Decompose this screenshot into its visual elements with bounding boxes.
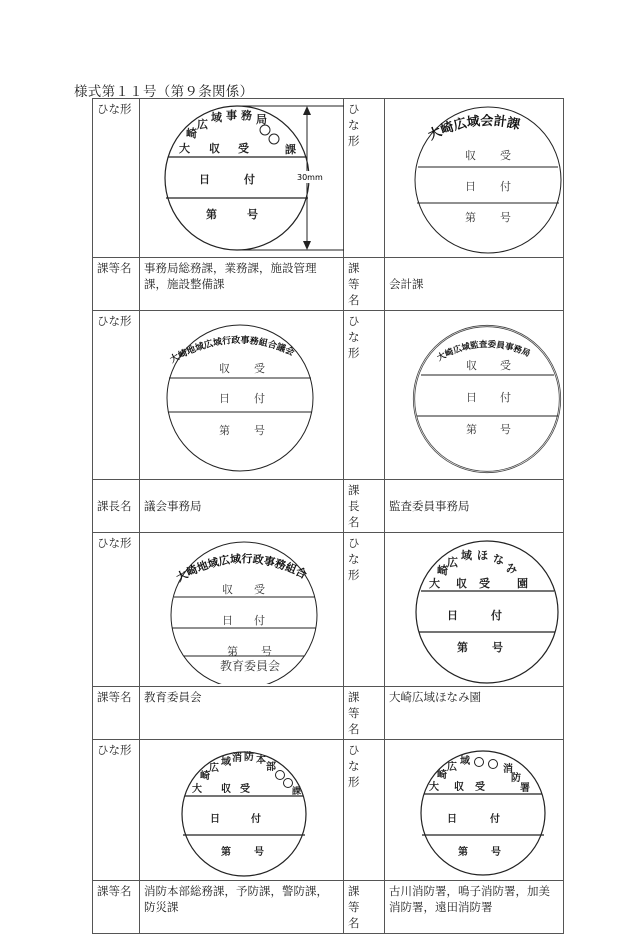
svg-text:受: 受 — [240, 784, 250, 795]
svg-text:受: 受 — [500, 359, 511, 372]
stamp-cell-gikai — [140, 311, 344, 480]
svg-text:収: 収 — [466, 359, 477, 372]
svg-text:付: 付 — [500, 180, 511, 193]
svg-text:日: 日 — [222, 614, 233, 627]
svg-text:大: 大 — [192, 784, 202, 795]
name-value: 消防本部総務課，予防課，警防課，防災課 — [140, 881, 344, 934]
svg-text:大: 大 — [179, 142, 190, 155]
svg-text:崎: 崎 — [186, 127, 197, 140]
svg-text:大崎地域広域行政事務組合議会: 大崎地域広域行政事務組合議会 — [168, 335, 296, 366]
stamp-kyoiku-image — [144, 535, 347, 684]
svg-text:第: 第 — [227, 645, 238, 658]
svg-text:務: 務 — [241, 109, 252, 122]
stamp-shobosho-image — [389, 742, 570, 878]
hinagata-label-right: ひ な 形 — [344, 740, 385, 881]
svg-text:課: 課 — [292, 787, 302, 797]
svg-text:本: 本 — [256, 755, 266, 766]
name-value-right: 古川消防署，鳴子消防署，加美消防署，遠田消防署 — [385, 881, 564, 934]
stamp-cell-kyoiku — [140, 533, 344, 687]
svg-text:号: 号 — [500, 211, 511, 224]
svg-text:日: 日 — [219, 392, 230, 405]
svg-text:受: 受 — [475, 782, 485, 793]
stamp-jimukyoku-image — [144, 101, 347, 255]
hinagata-label-right: ひ な 形 — [344, 99, 385, 258]
svg-text:日: 日 — [199, 173, 210, 186]
svg-text:付: 付 — [254, 614, 265, 627]
name-label: 課長名 — [93, 480, 140, 533]
svg-text:域: 域 — [460, 756, 470, 767]
name-label-right: 課 等 名 — [344, 881, 385, 934]
svg-text:課: 課 — [285, 143, 296, 156]
svg-text:付: 付 — [490, 814, 500, 825]
name-value: 議会事務局 — [140, 480, 344, 533]
hinagata-label: ひな形 — [93, 99, 140, 258]
svg-text:受: 受 — [500, 149, 511, 162]
svg-text:日: 日 — [465, 180, 476, 193]
name-value: 教育委員会 — [140, 687, 344, 740]
svg-text:号: 号 — [492, 641, 503, 654]
svg-text:号: 号 — [247, 208, 258, 221]
svg-text:み: み — [506, 562, 517, 575]
svg-text:収: 収 — [221, 784, 231, 795]
stamp-cell-shobo-honbu — [140, 740, 344, 881]
svg-text:号: 号 — [254, 424, 265, 437]
svg-text:第: 第 — [466, 423, 477, 436]
svg-text:署: 署 — [520, 783, 530, 794]
svg-text:第: 第 — [457, 641, 468, 654]
hinagata-label: ひな形 — [93, 533, 140, 687]
svg-text:号: 号 — [254, 847, 264, 858]
name-label-right: 課 等 名 — [344, 687, 385, 740]
stamp-kansa-image — [389, 313, 570, 477]
stamp-cell-kaikei — [385, 99, 564, 258]
svg-text:部: 部 — [266, 762, 276, 773]
svg-text:域: 域 — [211, 111, 222, 124]
svg-text:受: 受 — [254, 583, 265, 596]
svg-text:崎: 崎 — [437, 770, 447, 781]
svg-text:教育委員会: 教育委員会 — [220, 659, 281, 673]
stamp-shobo-honbu-image — [144, 742, 347, 878]
svg-text:号: 号 — [500, 423, 511, 436]
svg-text:付: 付 — [251, 814, 261, 825]
name-label-right: 課 長 名 — [344, 480, 385, 533]
svg-text:第: 第 — [221, 847, 231, 858]
dimension-label: 30mm — [297, 173, 323, 182]
svg-text:広: 広 — [447, 762, 457, 773]
svg-text:第: 第 — [219, 424, 230, 437]
svg-text:大崎広域会計課: 大崎広域会計課 — [426, 113, 522, 144]
name-value-right: 監査委員事務局 — [385, 480, 564, 533]
name-label-right: 課 等 名 — [344, 258, 385, 311]
name-label: 課等名 — [93, 881, 140, 934]
stamp-cell-honami — [385, 533, 564, 687]
svg-text:受: 受 — [238, 142, 249, 155]
svg-text:消: 消 — [232, 753, 242, 764]
hinagata-label-right: ひ な 形 — [344, 311, 385, 480]
svg-text:域: 域 — [221, 757, 231, 768]
svg-text:消: 消 — [503, 764, 513, 775]
svg-text:第: 第 — [206, 208, 217, 221]
svg-text:広: 広 — [209, 763, 219, 774]
svg-text:大崎地域広域行政事務組合: 大崎地域広域行政事務組合 — [174, 552, 309, 585]
stamp-cell-jimukyoku — [140, 99, 344, 258]
form-title: 様式第１１号（第９条関係） — [74, 84, 254, 100]
svg-text:崎: 崎 — [200, 771, 210, 782]
svg-text:日: 日 — [466, 391, 477, 404]
svg-text:収: 収 — [465, 149, 476, 162]
svg-text:園: 園 — [517, 577, 528, 590]
svg-text:日: 日 — [447, 814, 457, 825]
stamp-honami-image — [389, 535, 570, 684]
svg-text:大: 大 — [429, 577, 440, 590]
hinagata-label: ひな形 — [93, 740, 140, 881]
svg-text:大崎広域監査委員事務局: 大崎広域監査委員事務局 — [435, 339, 532, 364]
svg-text:崎: 崎 — [437, 564, 448, 577]
svg-text:局: 局 — [256, 113, 267, 126]
svg-text:受: 受 — [479, 577, 490, 590]
name-value: 事務局総務課，業務課，施設管理課，施設整備課 — [140, 258, 344, 311]
stamp-specimen-table — [92, 98, 564, 934]
stamp-cell-kansa — [385, 311, 564, 480]
svg-text:付: 付 — [500, 391, 511, 404]
svg-text:第: 第 — [465, 211, 476, 224]
name-label: 課等名 — [93, 258, 140, 311]
svg-text:付: 付 — [491, 609, 502, 622]
name-label: 課等名 — [93, 687, 140, 740]
hinagata-label-right: ひ な 形 — [344, 533, 385, 687]
stamp-kaikei-image — [389, 101, 570, 255]
svg-text:収: 収 — [222, 583, 233, 596]
svg-text:ほ: ほ — [477, 549, 488, 562]
svg-text:事: 事 — [226, 109, 237, 122]
svg-text:号: 号 — [261, 645, 272, 658]
svg-text:大: 大 — [429, 782, 439, 793]
svg-text:防: 防 — [244, 752, 254, 763]
svg-text:収: 収 — [456, 577, 467, 590]
svg-text:付: 付 — [254, 392, 265, 405]
svg-text:付: 付 — [244, 173, 255, 186]
svg-text:収: 収 — [454, 782, 464, 793]
svg-text:な: な — [493, 553, 504, 566]
svg-text:防: 防 — [511, 773, 521, 784]
svg-text:号: 号 — [491, 847, 501, 858]
stamp-cell-shobosho — [385, 740, 564, 881]
hinagata-label: ひな形 — [93, 311, 140, 480]
svg-text:広: 広 — [447, 556, 458, 569]
svg-text:域: 域 — [461, 549, 472, 562]
svg-text:第: 第 — [458, 847, 468, 858]
svg-text:日: 日 — [210, 814, 220, 825]
svg-text:日: 日 — [447, 609, 458, 622]
svg-text:収: 収 — [209, 142, 220, 155]
name-value-right: 会計課 — [385, 258, 564, 311]
svg-text:受: 受 — [254, 362, 265, 375]
stamp-gikai-image — [144, 313, 347, 477]
name-value-right: 大崎広域ほなみ園 — [385, 687, 564, 740]
svg-text:収: 収 — [219, 362, 230, 375]
svg-text:広: 広 — [197, 118, 208, 131]
